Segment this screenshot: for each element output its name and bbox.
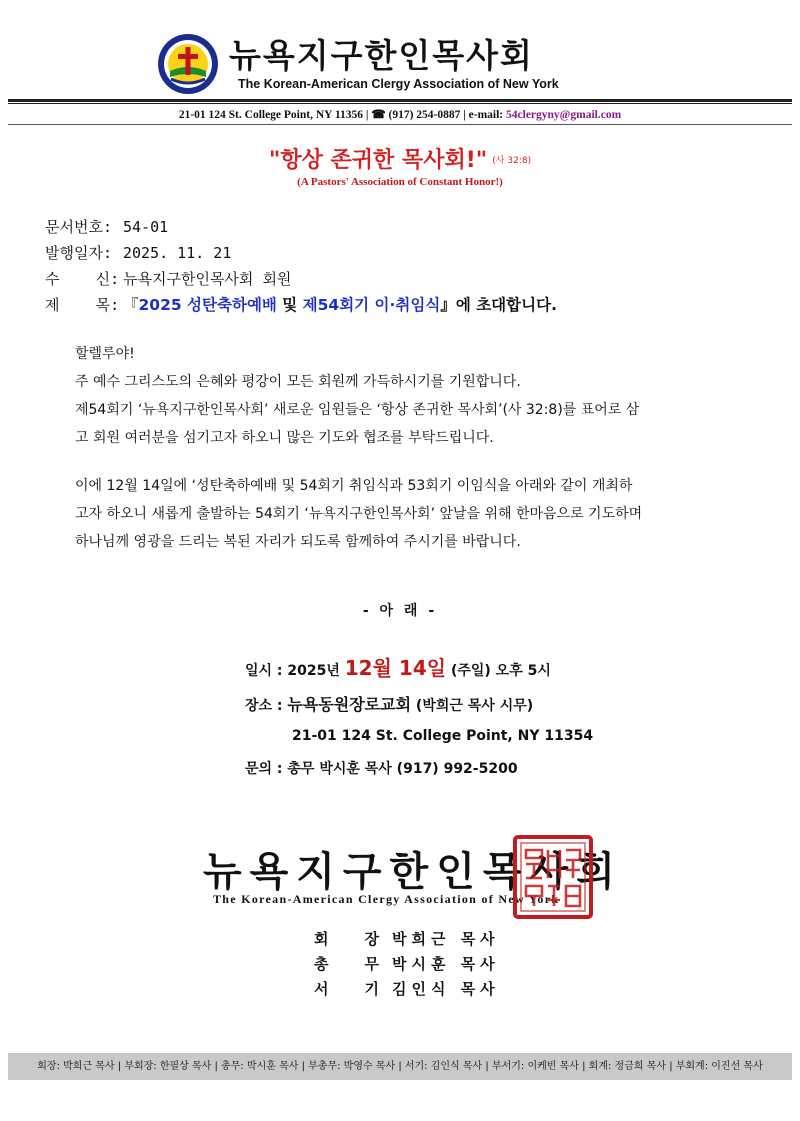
- subject-bracket-open: 『: [123, 296, 139, 314]
- body-line: 할렐루야!: [75, 346, 135, 362]
- red-official-seal: [512, 834, 594, 920]
- event-month-unit: 월: [372, 656, 399, 680]
- event-time: (주일) 오후 5시: [446, 663, 551, 679]
- officer-president: [314, 928, 500, 949]
- officer-name: 김인식 목사: [392, 980, 500, 998]
- subject: [123, 296, 557, 314]
- event-datetime: [245, 652, 551, 681]
- motto: [0, 143, 800, 174]
- doc-number-label: 문서번호:: [45, 218, 112, 236]
- officer-secretary-general: [314, 953, 500, 974]
- recipient-label: 수 신:: [45, 270, 120, 288]
- doc-number: 54-01: [123, 218, 169, 236]
- issue-date-label: 발행일자:: [45, 244, 112, 262]
- association-seal-logo: [157, 33, 219, 95]
- officer-role: 총무: [314, 955, 415, 973]
- recipient: 뉴욕지구한인목사회 회원: [123, 270, 292, 288]
- subject-tail: 』에 초대합니다.: [440, 296, 557, 314]
- officer-clerk: [314, 978, 500, 999]
- address-line: [0, 107, 800, 121]
- subject-row: [45, 293, 557, 315]
- signature-org-title: 뉴욕지구한인목사회: [203, 849, 623, 895]
- recipient-row: [45, 268, 291, 289]
- event-location-label: 장소 :: [245, 698, 288, 714]
- address-text: 21-01 124 St. College Point, NY 11356 | ☎ (917) 254-0887 | e-mail:: [178, 109, 507, 121]
- body-line: 주 예수 그리스도의 은혜와 평강이 모든 회원께 가득하시기를 기원합니다.: [75, 374, 521, 390]
- event-date-label: 일시 : 2025년: [245, 663, 345, 679]
- event-location: [245, 692, 533, 715]
- motto-english: (A Pastors' Association of Constant Honor!): [297, 176, 503, 188]
- subject-and: 및: [276, 296, 303, 314]
- motto-ref: (사 32:8): [492, 156, 532, 166]
- body-paragraph-1: [75, 340, 725, 452]
- officers-footer: 회장: 박희근 목사 | 부회장: 한필상 목사 | 총무: 박시훈 목사 | 부총무: 박영수 목사 | 서기: 김인식 목사 | 부서기: 이케빈 목사 | 회계: 정금희 목사 | 부회계: 이진선 목사: [8, 1053, 792, 1080]
- motto-text: "항상 존귀한 목사회!": [268, 148, 488, 173]
- org-title: 뉴욕지구한인목사회: [229, 36, 534, 75]
- address-rule: [8, 124, 792, 125]
- org-subtitle: The Korean-American Clergy Association of New York: [238, 77, 559, 91]
- body-line: 고 회원 여러분을 섬기고자 하오니 많은 기도와 협조를 부탁드립니다.: [75, 430, 494, 446]
- body-line: 고자 하오니 새롭게 출발하는 54회기 ‘뉴욕지구한인목사회’ 앞날을 위해 한마음으로 기도하며: [75, 506, 643, 522]
- issue-date-row: [45, 242, 231, 263]
- event-month: 12: [344, 656, 373, 680]
- subject-event-2: 제54회기 이·취임식: [302, 296, 441, 314]
- header-rule-thin: [8, 103, 792, 104]
- email-link[interactable]: 54clergyny@gmail.com: [506, 109, 622, 121]
- event-venue: 뉴욕동원장로교회: [287, 695, 412, 714]
- header-rule: [8, 99, 792, 102]
- officer-name: 박희근 목사: [392, 930, 500, 948]
- event-contact: 문의 : 총무 박시훈 목사 (917) 992-5200: [245, 761, 518, 777]
- issue-date: 2025. 11. 21: [123, 244, 232, 262]
- subject-event-1: 2025 성탄축하예배: [138, 296, 277, 314]
- officer-role: 회장: [314, 930, 415, 948]
- event-day-unit: 일: [426, 656, 447, 680]
- body-line: 이에 12월 14일에 ‘성탄축하예배 및 54회기 취임식과 53회기 이임식을 아래와 같이 개최하: [75, 478, 633, 494]
- event-day: 14: [398, 656, 427, 680]
- officer-name: 박시훈 목사: [392, 955, 500, 973]
- body-paragraph-2: [75, 472, 725, 556]
- officer-role: 서기: [314, 980, 415, 998]
- notice-heading: - 아 래 -: [362, 603, 438, 619]
- body-line: 하나님께 영광을 드리는 복된 자리가 되도록 함께하여 주시기를 바랍니다.: [75, 534, 521, 550]
- body-line: 제54회기 ‘뉴욕지구한인목사회’ 새로운 임원들은 ‘항상 존귀한 목사회’(사 32:8)를 표어로 삼: [75, 402, 640, 418]
- doc-number-row: [45, 216, 168, 237]
- subject-label: 제 목:: [45, 296, 120, 314]
- event-venue-pastor: (박희근 목사 시무): [411, 698, 534, 714]
- event-address: 21-01 124 St. College Point, NY 11354: [292, 728, 594, 744]
- signature-org-subtitle: The Korean-American Clergy Association of New York: [213, 892, 560, 906]
